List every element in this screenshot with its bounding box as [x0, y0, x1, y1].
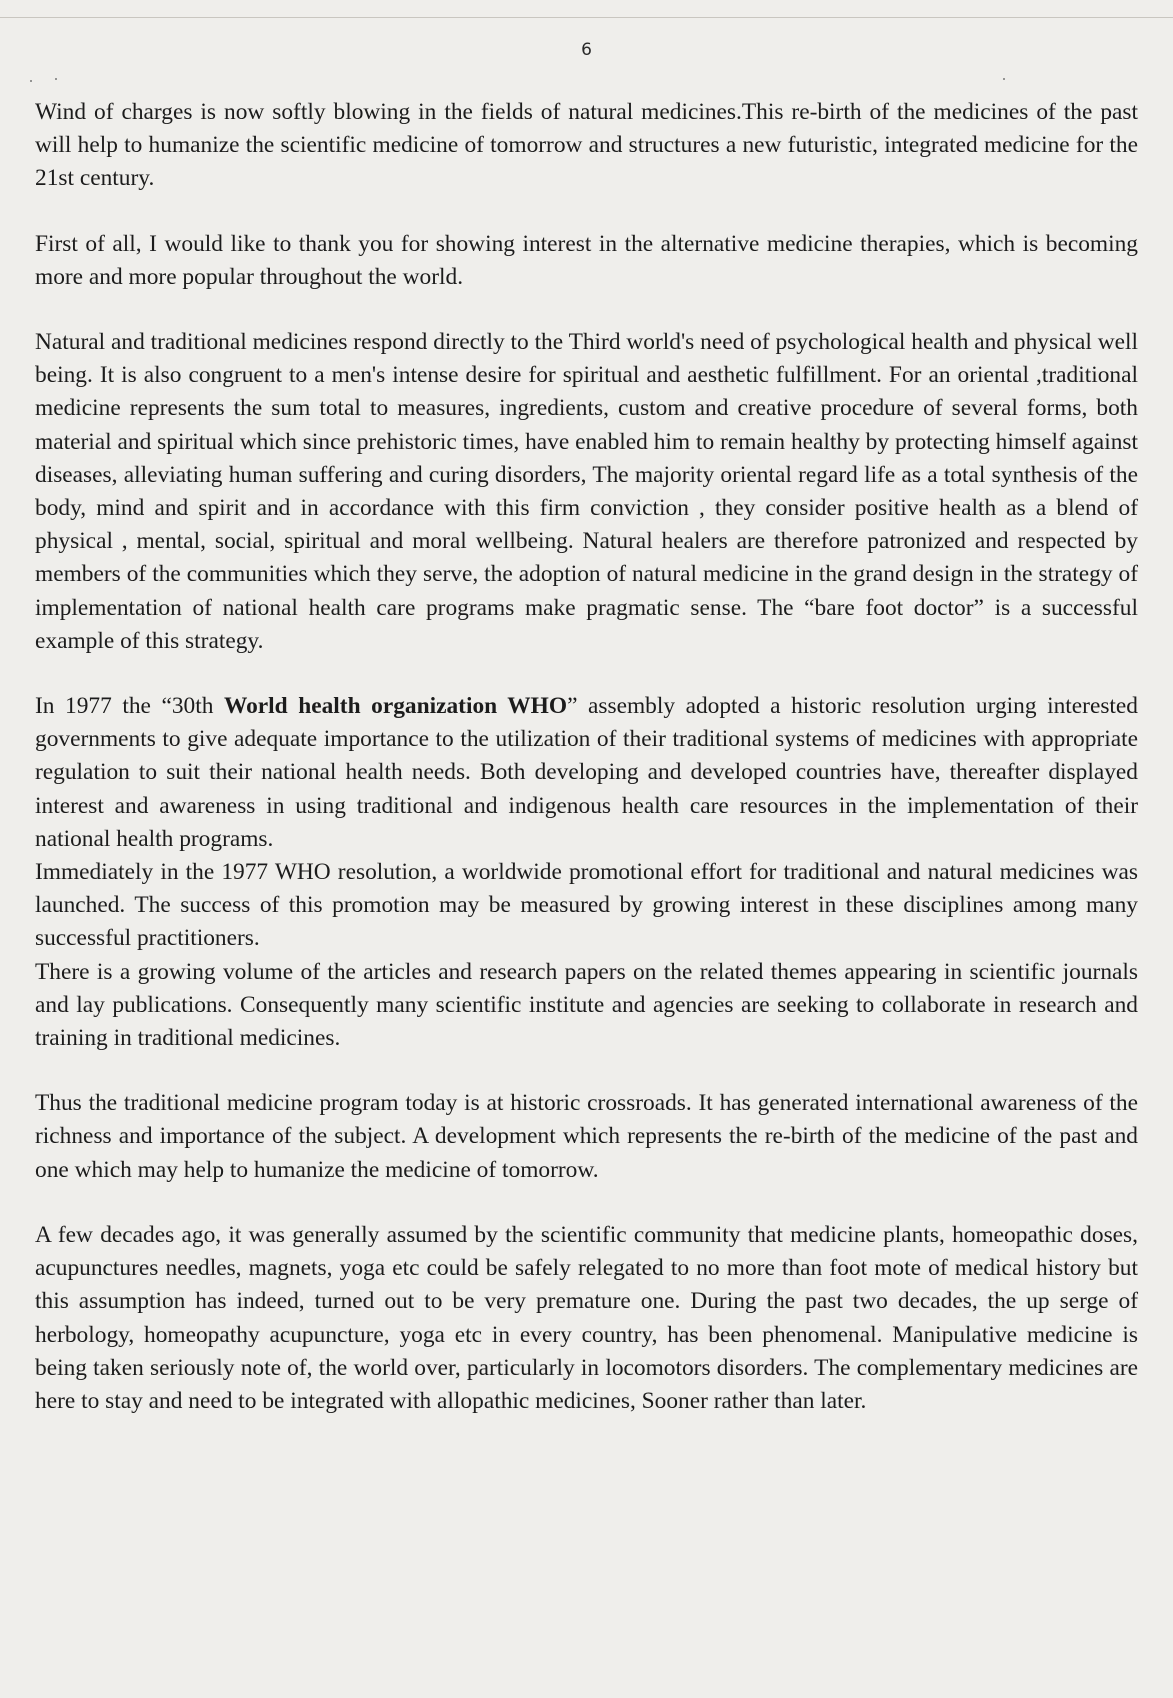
- paragraph-gap: [35, 294, 1138, 326]
- paragraph-promotional-effort: Immediately in the 1977 WHO resolution, a worldwide promotional effort for traditional and natural medicines was launched. The success of this promotion may be measured by growing interest in these disciplines among many successful practitioners.: [35, 859, 1138, 952]
- paragraph-natural-traditional: Natural and traditional medicines respond directly to the Third world's need of psychological health and physical well being. It is also congruent to a men's intense desire for spiritual and aesthetic fulfillment. For an oriental ,traditional medicine represents the sum total to measures, ingredients, custom and creative procedure of several forms, both material and spiritual which since prehistoric times, have enabled him to remain healthy by protecting himself against diseases, alleviating human suffering and curing disorders, The majority oriental regard life as a total synthesis of the body, mind and spirit and in accordance with this firm conviction , they consider positive health as a blend of physical , mental, social, spiritual and moral wellbeing. Natural healers are therefore patronized and respected by members of the communities which they serve, the adoption of natural medicine in the grand design in the strategy of implementation of national health care programs make pragmatic sense. The “bare foot doctor” is a successful example of this strategy.: [35, 329, 1138, 654]
- document-body: [35, 96, 1138, 1418]
- scan-speck: [55, 78, 57, 80]
- paragraph-crossroads: Thus the traditional medicine program today is at historic crossroads. It has generated international awareness of the richness and importance of the subject. A development which represents the re-birth of the medicine of the past and one which may help to humanize the medicine of tomorrow.: [35, 1090, 1138, 1183]
- who-text-after: ” assembly adopted a historic resolution urging interested governments to give adequate importance to the utilization of their traditional systems of medicines with appropriate regulation to suit their national health needs. Both developing and developed countries have, thereafter displayed interest and awareness in using traditional and indigenous health care resources in the implementation of their national health programs.: [35, 693, 1139, 852]
- paragraph-wind-of-change: Wind of charges is now softly blowing in the fields of natural medicines.This re-birth of the medicines of the past will help to humanize the scientific medicine of tomorrow and structures a new futuristic, integrated medicine for the 21st century.: [35, 99, 1138, 192]
- paragraph-gap: [35, 196, 1138, 228]
- paragraph-who-resolution: [35, 690, 1138, 856]
- paragraph-thanks: First of all, I would like to thank you for showing interest in the alternative medicine therapies, which is becoming more and more popular throughout the world.: [35, 230, 1138, 290]
- top-edge-rule: [0, 17, 1173, 18]
- scan-speck: [1003, 78, 1005, 80]
- paragraph-gap: [35, 1055, 1138, 1087]
- who-text-before: In 1977 the “30th: [35, 693, 224, 720]
- scan-speck: [30, 80, 32, 82]
- paragraph-few-decades-ago: A few decades ago, it was generally assumed by the scientific community that medicine plants, homeopathic doses, acupunctures needles, magnets, yoga etc could be safely relegated to no more than foot mote of medical history but this assumption has indeed, turned out to be very premature one. During the past two decades, the up serge of herbology, homeopathy acupuncture, yoga etc in every country, has been phenomenal. Manipulative medicine is being taken seriously note of, the world over, particularly in locomotors disorders. The complementary medicines are here to stay and need to be integrated with allopathic medicines, Sooner rather than later.: [35, 1221, 1138, 1414]
- paragraph-research-volume: There is a growing volume of the articles and research papers on the related themes appearing in scientific journals and lay publications. Consequently many scientific institute and agencies are seeking to collaborate in research and training in traditional medicines.: [35, 958, 1138, 1052]
- paragraph-gap: [35, 1187, 1138, 1219]
- page-number: 6: [581, 40, 592, 60]
- who-organization-bold: World health organization WHO: [223, 693, 568, 720]
- paragraph-gap: [35, 658, 1138, 690]
